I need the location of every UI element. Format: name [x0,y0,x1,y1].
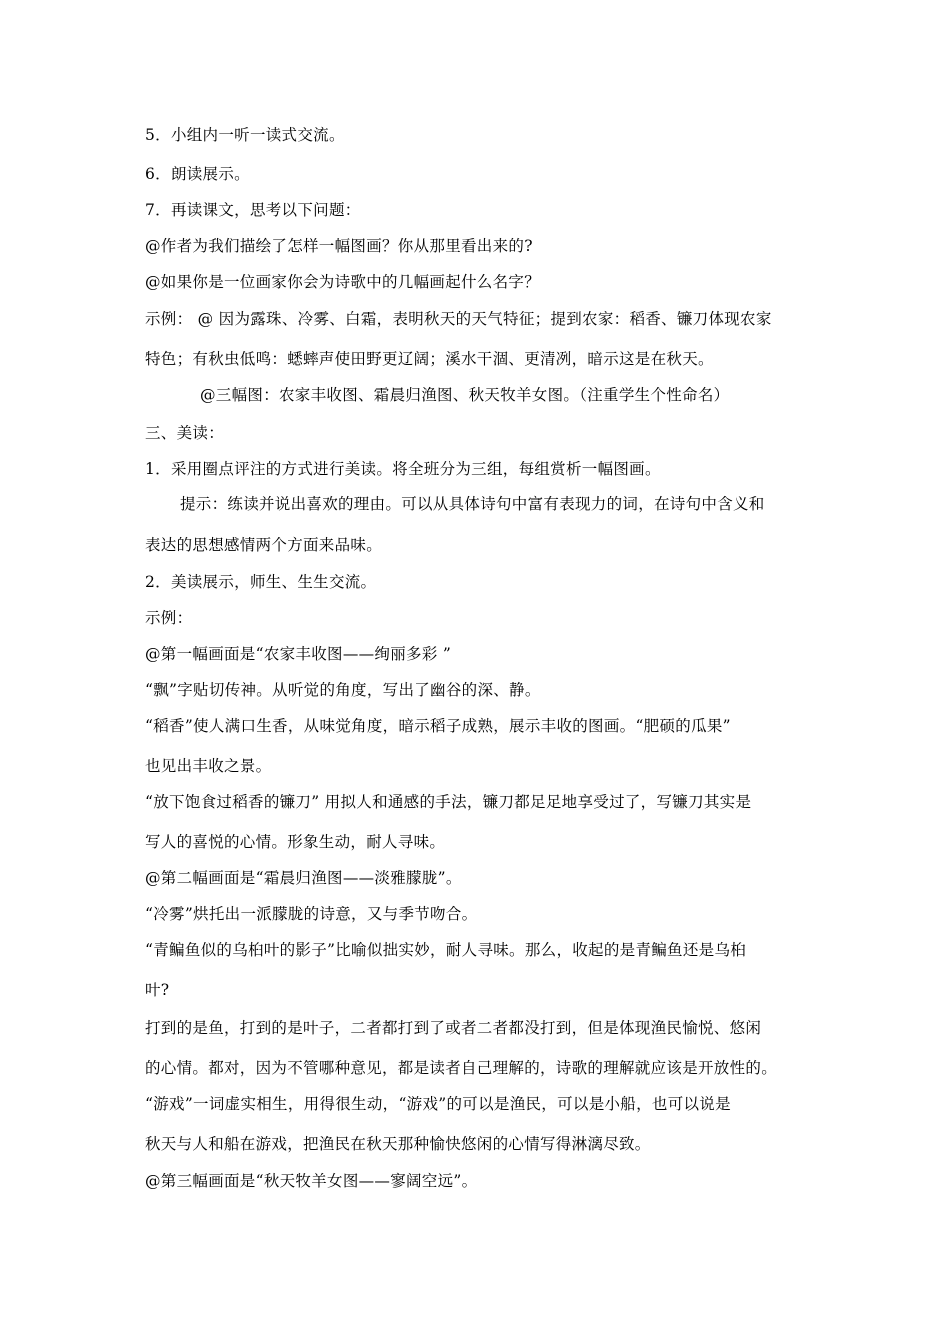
picture-2-heading: @第二幅画面是“霜晨归渔图——淡雅朦胧”。 [145,869,462,887]
picture-1-line-4: “放下饱食过稻香的镰刀” 用拟人和通感的手法，镰刀都足足地享受过了，写镰刀其实是 [145,793,752,811]
question-2-line: @如果你是一位画家你会为诗歌中的几幅画起什么名字？ [145,273,541,291]
example-line-2: 特色；有秋虫低鸣：蟋蟀声使田野更辽阔；溪水干涸、更清冽，暗示这是在秋天。 [145,350,714,368]
step-7-line: 7．再读课文，思考以下问题： [145,201,361,219]
picture-1-line-3: 也见出丰收之景。 [145,757,272,775]
hint-line-2: 表达的思想感情两个方面来品味。 [145,536,383,554]
picture-1-heading: @第一幅画面是“农家丰收图——绚丽多彩 ” [145,645,452,663]
example-label: 示例： [145,609,193,627]
example-line-1: 示例： @ 因为露珠、冷雾、白霜，表明秋天的天气特征；提到农家：稻香、镰刀体现农家 [145,310,772,328]
step-5-line: 5．小组内一听一读式交流。 [145,126,345,144]
step-6-line: 6．朗读展示。 [145,165,250,183]
picture-1-line-2: “稻香”使人满口生香，从味觉角度，暗示稻子成熟，展示丰收的图画。“肥硕的瓜果” [145,717,731,735]
picture-2-line-3: 叶? [145,981,170,999]
picture-2-line-6: “游戏”一词虚实相生，用得很生动，“游戏”的可以是渔民，可以是小船，也可以说是 [145,1095,731,1113]
picture-1-line-5: 写人的喜悦的心情。形象生动，耐人寻味。 [145,833,446,851]
picture-2-line-7: 秋天与人和船在游戏，把渔民在秋天那种愉快悠闲的心情写得淋漓尽致。 [145,1135,651,1153]
picture-3-heading: @第三幅画面是“秋天牧羊女图——寥阔空远”。 [145,1172,478,1190]
question-1-line: @作者为我们描绘了怎样一幅图画？你从那里看出来的? [145,237,533,255]
picture-2-line-2: “青鳊鱼似的乌桕叶的影子”比喻似拙实妙，耐人寻味。那么，收起的是青鳊鱼还是乌桕 [145,941,747,959]
section-3-heading: 三、美读： [145,424,225,442]
picture-2-line-4: 打到的是鱼，打到的是叶子，二者都打到了或者二者都没打到，但是体现渔民愉悦、悠闲 [145,1019,762,1037]
picture-2-line-1: “冷雾”烘托出一派朦胧的诗意，又与季节吻合。 [145,905,478,923]
example-line-3: @三幅图：农家丰收图、霜晨归渔图、秋天牧羊女图。（注重学生个性命名） [200,386,730,404]
picture-2-line-5: 的心情。都对，因为不管哪种意见，都是读者自己理解的，诗歌的理解就应该是开放性的。 [145,1059,778,1077]
meidu-step-2-line: 2．美读展示，师生、生生交流。 [145,573,377,591]
meidu-step-1-line: 1．采用圈点评注的方式进行美读。将全班分为三组，每组赏析一幅图画。 [145,460,661,478]
picture-1-line-1: “飘”字贴切传神。从听觉的角度，写出了幽谷的深、静。 [145,681,541,699]
hint-line-1: 提示：练读并说出喜欢的理由。可以从具体诗句中富有表现力的词，在诗句中含义和 [180,495,765,513]
